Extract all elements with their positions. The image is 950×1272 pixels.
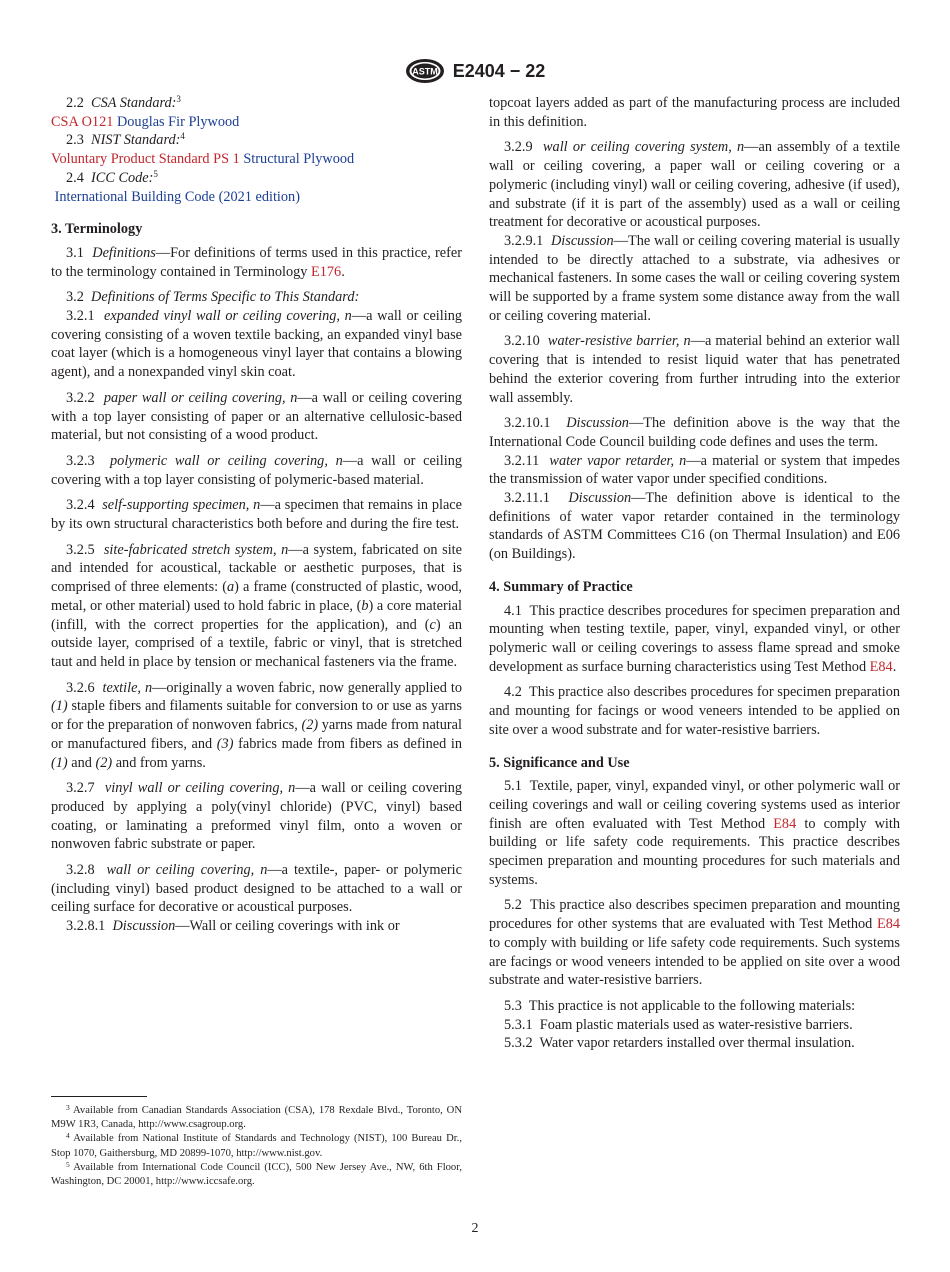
footnote-divider	[51, 1096, 147, 1097]
icc-title-link[interactable]: International Building Code (2021 edition)	[54, 188, 300, 205]
paragraph-5-3-2: 5.3.2 Water vapor retarders installed over thermal insulation.	[504, 1035, 855, 1052]
paragraph-3-2: 3.2 Definitions of Terms Specific to This Standard:	[66, 289, 360, 306]
csa-reference	[51, 113, 462, 132]
paragraph-4-2: 4.2 This practice also describes procedures for specimen preparation and mounting for facings or wood veneers intended to be applied on site over a wood substrate and for water-resistive barriers.	[489, 684, 901, 738]
paragraph-3-2-8: 3.2.8 wall or ceiling covering, n—a textile-, paper- or polymeric (including vinyl) based product designed to be attached to a wall or ceiling surface for decorative or acoustical purposes.	[51, 862, 462, 916]
icc-reference	[51, 188, 462, 207]
paragraph-3-2-10: 3.2.10 water-resistive barrier, n—a material behind an exterior wall covering that is intended to resist liquid water that has penetrated behind the exterior covering from further intruding into the exterior wall assembly.	[489, 333, 901, 406]
section-3-heading: 3. Terminology	[51, 221, 143, 238]
e176-link[interactable]: E176	[311, 263, 342, 280]
nist-title-link[interactable]: Structural Plywood	[243, 151, 355, 168]
nist-reference	[51, 150, 462, 169]
e84-link[interactable]: E84	[773, 815, 797, 832]
paragraph-3-2-1: 3.2.1 expanded vinyl wall or ceiling covering, n—a wall or ceiling covering consisting of a woven textile backing, an expanded vinyl base coat layer (which is a homogeneous vinyl layer that contains a blowing agent), and a nonexpanded vinyl skin coat.	[51, 308, 463, 381]
e84-link[interactable]: E84	[876, 916, 900, 933]
paragraph-5-1: 5.1 Textile, paper, vinyl, expanded vinyl, or other polymeric wall or ceiling coverings and wall or ceiling covering systems used as interior finish are often evaluated with Test Method E84 to comply with building or life safety code requirements. This practice describes specimen preparation and mounting procedures for such materials and systems.	[489, 778, 901, 888]
section-2-3-heading: 2.3 NIST Standard:$^4$	[66, 131, 185, 149]
paragraph-3-2-6: 3.2.6 textile, n—originally a woven fabric, now generally applied to (1) staple fibers and filaments suitable for conversion to or use as yarns or for the preparation of nonwoven fabrics, (2) yarns made from natural or manufactured fibers, and (3) fabrics made from fibers as defined in (1) and (2) and from yarns.	[51, 679, 463, 771]
paragraph-5-3-1: 5.3.1 Foam plastic materials used as water-resistive barriers.	[504, 1016, 853, 1033]
right-column	[489, 94, 900, 1053]
svg-text:ASTM: ASTM	[411, 66, 438, 77]
e84-link[interactable]: E84	[869, 658, 893, 675]
section-4-heading: 4. Summary of Practice	[489, 578, 633, 595]
paragraph-3-2-10-1: 3.2.10.1 Discussion—The definition above is the way that the International Code Council building code defines and uses the term.	[489, 415, 900, 450]
left-column	[51, 94, 462, 936]
paragraph-5-3: 5.3 This practice is not applicable to the following materials:	[504, 997, 856, 1014]
page-header	[0, 56, 950, 86]
section-5-heading: 5. Significance and Use	[489, 754, 630, 771]
continued-paragraph: topcoat layers added as part of the manufacturing process are included in this definition.	[489, 95, 900, 130]
paragraph-3-2-7: 3.2.7 vinyl wall or ceiling covering, n—a wall or ceiling covering produced by applying a poly(vinyl chloride) (PVC, vinyl) based coating, or laminating a preformed vinyl film, onto a woven or nonwoven fabric substrate or paper.	[51, 780, 462, 853]
paragraph-3-2-9-1: 3.2.9.1 Discussion—The wall or ceiling covering material is usually intended to be directly attached to a substrate, via adhesives or mechanical fasteners. In some cases the wall or ceiling covering system will be supported by a frame system some distance away from the wall or ceiling covering material.	[489, 232, 900, 324]
paragraph-3-2-11: 3.2.11 water vapor retarder, n—a material or system that impedes the transmission of water vapor under specified conditions.	[489, 452, 900, 488]
csa-title-link[interactable]: Douglas Fir Plywood	[116, 113, 240, 130]
paragraph-3-2-5: 3.2.5 site-fabricated stretch system, n—a system, fabricated on site and intended for acoustical, tackable or aesthetic purposes, that is comprised of three elements: (a) a frame (constructed of plastic, wood, metal, or other material) used to hold fabric in place, (b) a core material (infill, with the correct properties for the application), and (c) an outside layer, comprised of a textile, fabric or vinyl, that is stretched taut and held in place by tension or mechanical fasteners via the frame.	[51, 541, 462, 670]
paragraph-3-2-2: 3.2.2 paper wall or ceiling covering, n—a wall or ceiling covering with a top layer consisting of paper or an alternative cellulosic-based material, but not consisting of a wood product.	[51, 389, 462, 444]
footnotes	[51, 1104, 462, 1189]
csa-code-link[interactable]: CSA O121	[51, 113, 114, 130]
paragraph-5-2: 5.2 This practice also describes specimen preparation and mounting procedures for other systems that are evaluated with Test Method E84 to comply with building or life safety code requirements. Such systems are facings or wood veneers intended to be applied on site over a wood substrate and water-resistive barriers.	[489, 897, 901, 989]
footnote-5: $^5$ Available from International Code Council (ICC), 500 New Jersey Ave., NW, 6th Floor, Washington, DC 20001, http://www.iccsafe.org.	[51, 1159, 462, 1188]
document-id: E2404 − 22	[452, 60, 546, 81]
paragraph-3-2-8-1: 3.2.8.1 Discussion—Wall or ceiling coverings with ink or	[66, 918, 400, 935]
section-2-2-heading: 2.2 CSA Standard:$^3$	[66, 94, 181, 111]
paragraph-3-2-4: 3.2.4 self-supporting specimen, n—a specimen that remains in place by its own structural characteristics both before and during the fire test.	[51, 497, 462, 533]
paragraph-3-2-11-1: 3.2.11.1 Discussion—The definition above is identical to the definitions of water vapor retarder contained in the terminology standards of ASTM Committees C16 (on Thermal Insulation) and E06 (on Buildings).	[489, 490, 900, 563]
nist-code-link[interactable]: Voluntary Product Standard PS 1	[51, 151, 240, 168]
page-number: 2	[471, 1221, 479, 1236]
paragraph-3-1: 3.1 Definitions—For definitions of terms used in this practice, refer to the terminology contained in Terminology E176.	[51, 244, 462, 280]
astm-logo-icon	[405, 58, 445, 84]
paragraph-4-1: 4.1 This practice describes procedures for specimen preparation and mounting when testing textile, paper, vinyl, expanded vinyl, or other polymeric wall or ceiling coverings to assess flame spread and smoke development as surface burning characteristics using Test Method E84.	[489, 602, 901, 675]
footnote-4: $^4$ Available from National Institute of Standards and Technology (NIST), 100 Bureau Dr., Stop 1070, Gaithersburg, MD 20899-1070, http://www.nist.gov.	[51, 1131, 462, 1159]
paragraph-3-2-9: 3.2.9 wall or ceiling covering system, n—an assembly of a textile wall or ceiling covering, a paper wall or ceiling covering or a polymeric (including vinyl) wall or ceiling covering, adhesive (if used), and substrate (if it is part of the assembly) used as a wall or ceiling treatment for decorative or acoustical purposes.	[489, 139, 900, 231]
paragraph-3-2-3: 3.2.3 polymeric wall or ceiling covering, n—a wall or ceiling covering with a top layer consisting of polymeric-based material.	[51, 452, 463, 488]
footnote-3: $^3$ Available from Canadian Standards Association (CSA), 178 Rexdale Blvd., Toronto, ON M9W 1R3, Canada, http://www.csagroup.org.	[51, 1103, 462, 1131]
section-2-4-heading: 2.4 ICC Code:$^5$	[66, 168, 158, 186]
